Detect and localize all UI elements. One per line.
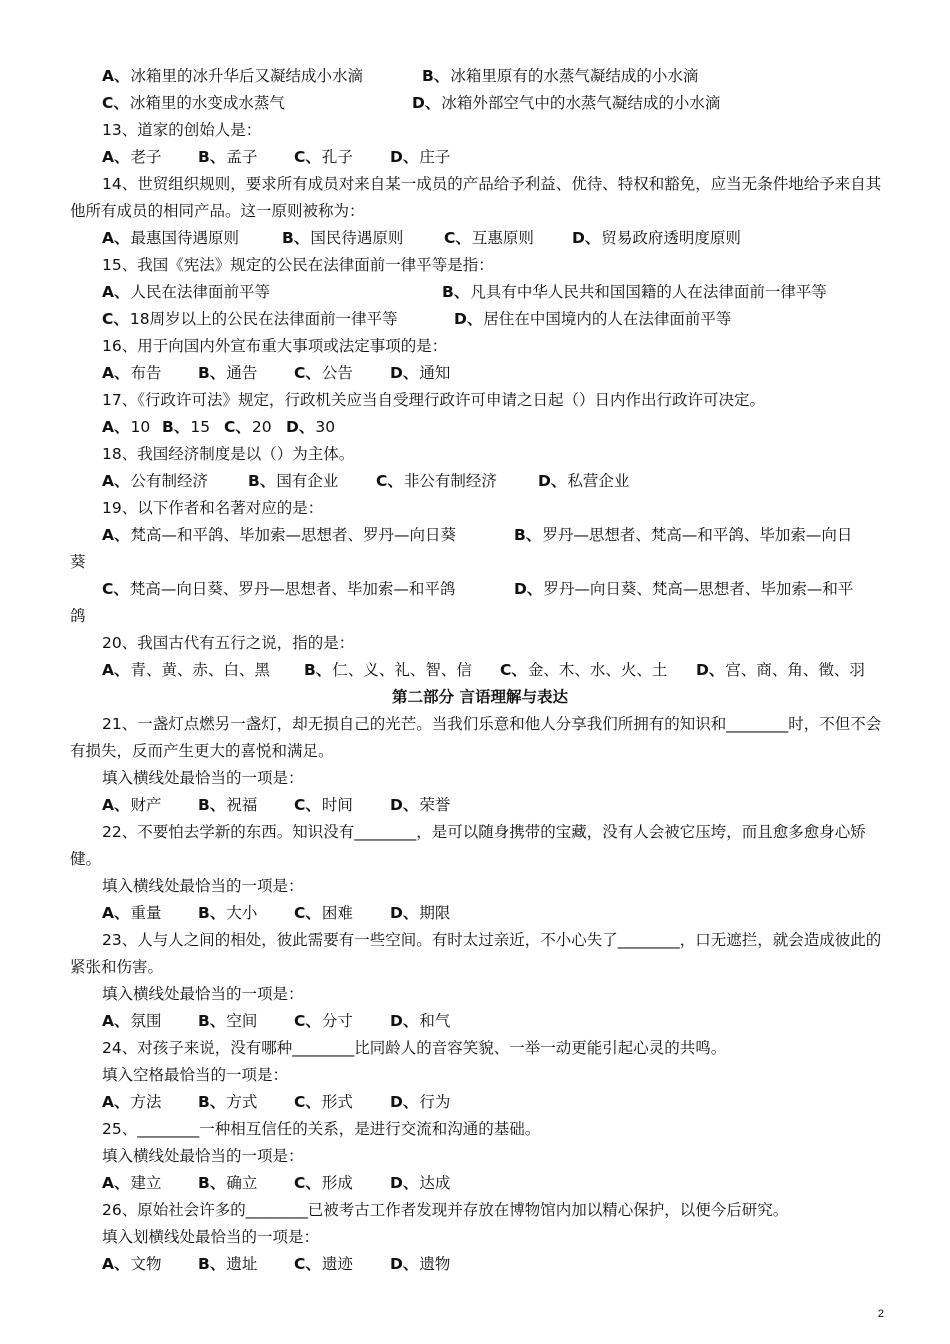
q14-option-c: 互惠原则 [471, 229, 534, 247]
q22-option-c: 困难 [321, 904, 353, 922]
q25-option-b: 确立 [226, 1174, 258, 1192]
option-letter: B、 [198, 1174, 226, 1192]
q15-stem: 15、我国《宪法》规定的公民在法律面前一律平等是指： [102, 256, 494, 274]
q15-option-b: 凡具有中华人民共和国国籍的人在法律面前一律平等 [470, 283, 827, 301]
option-letter: B、 [198, 1012, 226, 1030]
option-letter: D、 [390, 364, 419, 382]
q22-options [70, 900, 890, 927]
document-body [70, 63, 890, 1278]
q17-option-c: 20 [251, 418, 272, 436]
q17-option-b: 15 [190, 418, 211, 436]
q16-stem: 16、用于向国内外宣布重大事项或法定事项的是： [102, 337, 448, 355]
option-letter: A、 [102, 148, 130, 166]
option-letter: A、 [102, 796, 130, 814]
option-letter: C、 [294, 904, 321, 922]
q15-option-d: 居住在中国境内的人在法律面前平等 [483, 310, 732, 328]
option-letter: B、 [304, 661, 332, 679]
q16-option-a: 布告 [130, 364, 162, 382]
option-letter: D、 [514, 580, 543, 598]
q24-prompt: 填入空格最恰当的一项是： [102, 1066, 289, 1084]
q19-option-b: 罗丹—思想者、梵高—和平鸽、毕加索—向日 [542, 526, 853, 544]
option-letter: B、 [198, 148, 226, 166]
q24-stem: 24、对孩子来说，没有哪种________比同龄人的音容笑貌、一举一动更能引起心灵的共鸣。 [102, 1039, 727, 1057]
option-letter: C、 [500, 661, 527, 679]
q15-option-c: 18周岁以上的公民在法律面前一律平等 [129, 310, 398, 328]
q25-option-d: 达成 [419, 1174, 451, 1192]
q24-options [70, 1089, 890, 1116]
option-letter: C、 [102, 94, 129, 112]
q25-option-c: 形成 [321, 1174, 353, 1192]
q22-stem: 22、不要怕去学新的东西。知识没有________，是可以随身携带的宝藏，没有人会被它压垮，而且愈多愈身心矫健。 [70, 823, 866, 868]
q23-option-c: 分寸 [321, 1012, 353, 1030]
q13-option-a: 老子 [130, 148, 162, 166]
section-heading: 第二部分 言语理解与表达 [392, 688, 568, 706]
q25-option-a: 建立 [130, 1174, 162, 1192]
q18-option-c: 非公有制经济 [403, 472, 497, 490]
option-letter: D、 [696, 661, 725, 679]
option-letter: B、 [198, 1093, 226, 1111]
q17-option-d: 30 [315, 418, 336, 436]
q24-option-a: 方法 [130, 1093, 162, 1111]
option-letter: B、 [442, 283, 470, 301]
q20-option-a: 青、黄、赤、白、黑 [130, 661, 271, 679]
q21-stem: 21、一盏灯点燃另一盏灯，却无损自己的光芒。当我们乐意和他人分享我们所拥有的知识和________时，不但不会有损失，反而产生更大的喜悦和满足。 [70, 715, 882, 760]
q12-option-d: 冰箱外部空气中的水蒸气凝结成的小水滴 [441, 94, 721, 112]
q20-option-c: 金、木、水、火、土 [527, 661, 668, 679]
q16-option-b: 通告 [226, 364, 258, 382]
q13-option-c: 孔子 [321, 148, 353, 166]
q14-option-b: 国民待遇原则 [310, 229, 404, 247]
q21-option-c: 时间 [321, 796, 353, 814]
q18-option-b: 国有企业 [276, 472, 339, 490]
q26-option-c: 遗迹 [321, 1255, 353, 1273]
option-letter: A、 [102, 1012, 130, 1030]
q24-option-d: 行为 [419, 1093, 451, 1111]
q12-option-c: 冰箱里的水变成水蒸气 [129, 94, 285, 112]
option-letter: D、 [390, 1093, 419, 1111]
q15-option-a: 人民在法律面前平等 [130, 283, 271, 301]
q22-option-b: 大小 [226, 904, 258, 922]
q22-option-d: 期限 [419, 904, 451, 922]
q13-options [70, 144, 890, 171]
q14-option-d: 贸易政府透明度原则 [601, 229, 741, 247]
q26-prompt: 填入划横线处最恰当的一项是： [102, 1228, 320, 1246]
q26-option-d: 遗物 [419, 1255, 451, 1273]
q26-options [70, 1251, 890, 1278]
q23-stem: 23、人与人之间的相处，彼此需要有一些空间。有时太过亲近，不小心失了________，口无遮拦，就会造成彼此的紧张和伤害。 [70, 931, 882, 976]
option-letter: A、 [102, 283, 130, 301]
q23-option-b: 空间 [226, 1012, 258, 1030]
q23-option-d: 和气 [419, 1012, 451, 1030]
option-letter: A、 [102, 229, 130, 247]
q12-options-row2 [70, 90, 890, 117]
option-letter: A、 [102, 1174, 130, 1192]
option-letter: C、 [294, 1255, 321, 1273]
q24-option-b: 方式 [226, 1093, 258, 1111]
q18-option-d: 私营企业 [567, 472, 630, 490]
option-letter: D、 [412, 94, 441, 112]
q19-option-d-cont: 鸽 [70, 607, 86, 625]
option-letter: C、 [294, 148, 321, 166]
q14-stem: 14、世贸组织规则，要求所有成员对来自某一成员的产品给予利益、优待、特权和豁免，应当无条件地给予来自其他所有成员的相同产品。这一原则被称为： [70, 175, 882, 220]
option-letter: D、 [390, 1255, 419, 1273]
option-letter: D、 [286, 418, 315, 436]
q12-option-a: 冰箱里的冰升华后又凝结成小水滴 [130, 67, 364, 85]
q25-options [70, 1170, 890, 1197]
q13-option-b: 孟子 [226, 148, 258, 166]
option-letter: B、 [198, 1255, 226, 1273]
q17-stem: 17、《行政许可法》规定，行政机关应当自受理行政许可申请之日起（）日内作出行政许可决定。 [102, 391, 765, 409]
q26-option-a: 文物 [130, 1255, 162, 1273]
q19-option-d: 罗丹—向日葵、梵高—思想者、毕加索—和平 [543, 580, 854, 598]
option-letter: A、 [102, 1093, 130, 1111]
q21-prompt: 填入横线处最恰当的一项是： [102, 769, 304, 787]
option-letter: D、 [572, 229, 601, 247]
q15-options-row1 [70, 279, 890, 306]
q16-options [70, 360, 890, 387]
option-letter: A、 [102, 1255, 130, 1273]
option-letter: A、 [102, 526, 130, 544]
option-letter: C、 [102, 580, 129, 598]
q13-stem: 13、道家的创始人是： [102, 121, 262, 139]
q21-option-a: 财产 [130, 796, 162, 814]
q19-option-b-cont: 葵 [70, 553, 86, 571]
q15-options-row2 [70, 306, 890, 333]
q22-option-a: 重量 [130, 904, 162, 922]
option-letter: A、 [102, 904, 130, 922]
q22-prompt: 填入横线处最恰当的一项是： [102, 877, 304, 895]
q20-stem: 20、我国古代有五行之说，指的是： [102, 634, 355, 652]
option-letter: D、 [454, 310, 483, 328]
option-letter: D、 [390, 148, 419, 166]
q21-option-b: 祝福 [226, 796, 258, 814]
q12-option-b: 冰箱里原有的水蒸气凝结成的小水滴 [450, 67, 699, 85]
option-letter: D、 [390, 796, 419, 814]
option-letter: C、 [376, 472, 403, 490]
q20-options [70, 657, 890, 684]
option-letter: B、 [198, 796, 226, 814]
q19-options-row1 [70, 522, 890, 549]
option-letter: C、 [102, 310, 129, 328]
q19-options-row2 [70, 576, 890, 603]
option-letter: A、 [102, 661, 130, 679]
q16-option-d: 通知 [419, 364, 451, 382]
option-letter: B、 [198, 904, 226, 922]
q18-stem: 18、我国经济制度是以（）为主体。 [102, 445, 355, 463]
option-letter: D、 [390, 1012, 419, 1030]
option-letter: D、 [538, 472, 567, 490]
q23-options [70, 1008, 890, 1035]
option-letter: C、 [294, 1093, 321, 1111]
q18-options [70, 468, 890, 495]
q12-options-row1 [70, 63, 890, 90]
option-letter: C、 [294, 796, 321, 814]
option-letter: C、 [294, 364, 321, 382]
q19-stem: 19、以下作者和名著对应的是： [102, 499, 324, 517]
option-letter: B、 [248, 472, 276, 490]
q18-option-a: 公有制经济 [130, 472, 209, 490]
q21-option-d: 荣誉 [419, 796, 451, 814]
option-letter: B、 [422, 67, 450, 85]
option-letter: C、 [294, 1012, 321, 1030]
q21-options [70, 792, 890, 819]
q25-stem: 25、________一种相互信任的关系，是进行交流和沟通的基础。 [102, 1120, 541, 1138]
q17-option-a: 10 [130, 418, 151, 436]
option-letter: D、 [390, 1174, 419, 1192]
q23-prompt: 填入横线处最恰当的一项是： [102, 985, 304, 1003]
option-letter: B、 [198, 364, 226, 382]
q20-option-b: 仁、义、礼、智、信 [332, 661, 472, 679]
q16-option-c: 公告 [321, 364, 353, 382]
option-letter: D、 [390, 904, 419, 922]
option-letter: C、 [224, 418, 251, 436]
q26-option-b: 遗址 [226, 1255, 258, 1273]
option-letter: A、 [102, 472, 130, 490]
q14-option-a: 最惠国待遇原则 [130, 229, 240, 247]
option-letter: A、 [102, 418, 130, 436]
q24-option-c: 形式 [321, 1093, 353, 1111]
q19-option-c: 梵高—向日葵、罗丹—思想者、毕加索—和平鸽 [129, 580, 456, 598]
option-letter: C、 [444, 229, 471, 247]
option-letter: A、 [102, 364, 130, 382]
option-letter: B、 [282, 229, 310, 247]
q20-option-d: 宫、商、角、徵、羽 [725, 661, 865, 679]
q26-stem: 26、原始社会许多的________已被考古工作者发现并存放在博物馆内加以精心保护，以便今后研究。 [102, 1201, 789, 1219]
q23-option-a: 氛围 [130, 1012, 162, 1030]
q17-options [70, 414, 890, 441]
q19-option-a: 梵高—和平鸽、毕加索—思想者、罗丹—向日葵 [130, 526, 457, 544]
q25-prompt: 填入横线处最恰当的一项是： [102, 1147, 304, 1165]
option-letter: B、 [162, 418, 190, 436]
q13-option-d: 庄子 [419, 148, 451, 166]
option-letter: A、 [102, 67, 130, 85]
option-letter: C、 [294, 1174, 321, 1192]
q14-options [70, 225, 890, 252]
option-letter: B、 [514, 526, 542, 544]
page-number: 2 [877, 1308, 884, 1320]
